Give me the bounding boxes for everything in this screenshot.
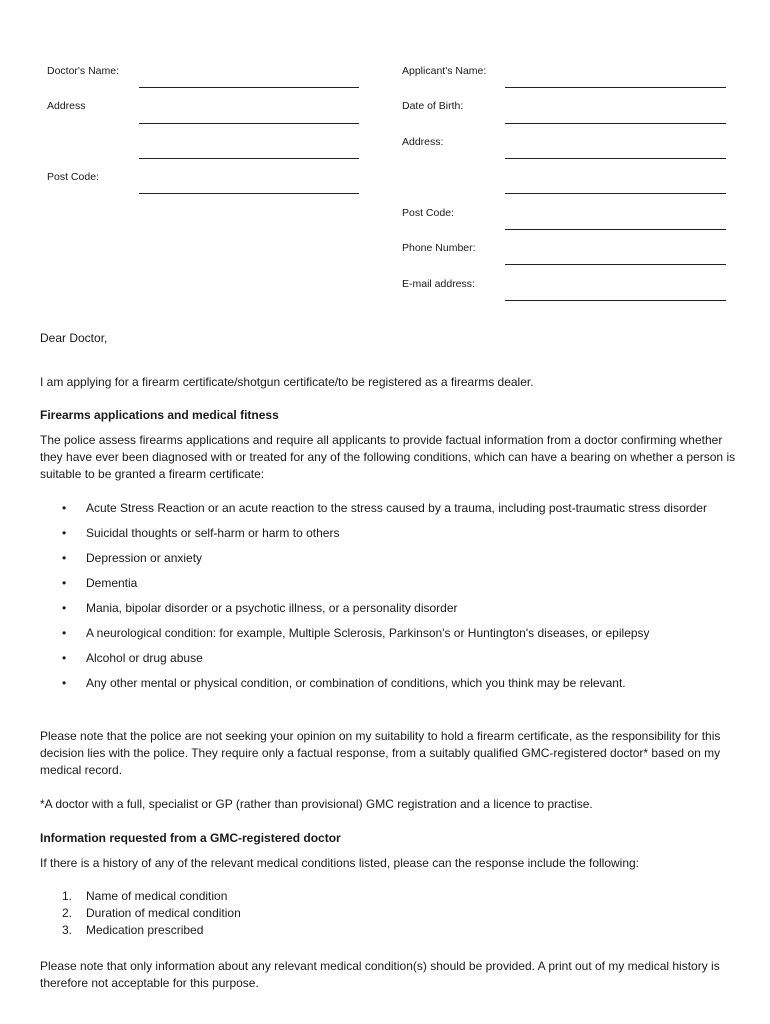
doctor-address-field-2[interactable] bbox=[139, 158, 359, 159]
applicant-dob-field[interactable] bbox=[505, 123, 726, 124]
doctor-name-field[interactable] bbox=[139, 87, 359, 88]
section-heading-medical-fitness: Firearms applications and medical fitness bbox=[40, 408, 279, 422]
bullet-icon: • bbox=[62, 676, 67, 690]
applicant-address-field-2[interactable] bbox=[505, 193, 726, 194]
applicant-name-field[interactable] bbox=[505, 87, 726, 88]
conditions-list bbox=[40, 500, 740, 700]
information-requested-paragraph: If there is a history of any of the relevant medical conditions listed, please can the response include the following: bbox=[40, 856, 640, 870]
bullet-icon: • bbox=[62, 576, 67, 590]
applicant-address-field-1[interactable] bbox=[505, 158, 726, 159]
applicant-postcode-label: Post Code: bbox=[402, 207, 454, 219]
bullet-icon: • bbox=[62, 626, 67, 640]
applicant-email-label: E-mail address: bbox=[402, 278, 475, 290]
list-item: • Dementia bbox=[62, 576, 138, 590]
list-item: • Mania, bipolar disorder or a psychotic illness, or a personality disorder bbox=[62, 601, 458, 615]
bullet-icon: • bbox=[62, 501, 67, 515]
footnote: *A doctor with a full, specialist or GP (rather than provisional) GMC registration and a licence to practise. bbox=[40, 797, 593, 811]
applicant-email-field[interactable] bbox=[505, 300, 726, 301]
list-item: • Alcohol or drug abuse bbox=[62, 651, 203, 665]
list-item: • A neurological condition: for example, Multiple Sclerosis, Parkinson's or Huntington's diseases, or epilepsy bbox=[62, 626, 650, 640]
applicant-phone-label: Phone Number: bbox=[402, 242, 476, 254]
applicant-phone-field[interactable] bbox=[505, 264, 726, 265]
doctor-address-label: Address bbox=[47, 100, 86, 112]
section-heading-information-requested: Information requested from a GMC-registered doctor bbox=[40, 831, 341, 845]
doctor-name-label: Doctor's Name: bbox=[47, 65, 120, 77]
list-item: • Any other mental or physical condition, or combination of conditions, which you think may be relevant. bbox=[62, 676, 626, 690]
doctor-postcode-field[interactable] bbox=[139, 193, 359, 194]
list-item: • Suicidal thoughts or self-harm or harm to others bbox=[62, 526, 340, 540]
intro-paragraph: I am applying for a firearm certificate/shotgun certificate/to be registered as a firearms dealer. bbox=[40, 375, 534, 389]
doctor-address-field-1[interactable] bbox=[139, 123, 359, 124]
bullet-icon: • bbox=[62, 526, 67, 540]
doctor-postcode-label: Post Code: bbox=[47, 171, 99, 183]
bullet-icon: • bbox=[62, 551, 67, 565]
list-item: 2. Duration of medical condition bbox=[62, 906, 241, 920]
requests-list bbox=[40, 888, 740, 939]
note-paragraph: Please note that the police are not seeking your opinion on my suitability to hold a firearm certificate, as the responsibility for this decision lies with the police. They require only a factual response, from a suitably qualified GMC-registered doctor* based on my medical record. bbox=[40, 729, 721, 777]
list-item: • Depression or anxiety bbox=[62, 551, 203, 565]
applicant-address-label: Address: bbox=[402, 136, 444, 148]
medical-fitness-paragraph: The police assess firearms applications and require all applicants to provide factual information from a doctor confirming whether they have ever been diagnosed with or treated for any of the following conditions, which can have a bearing on whether a person is suitable to be granted a firearm certificate: bbox=[40, 433, 736, 481]
applicant-postcode-field[interactable] bbox=[505, 229, 726, 230]
bullet-icon: • bbox=[62, 651, 67, 665]
salutation: Dear Doctor, bbox=[40, 331, 108, 345]
list-item: 3. Medication prescribed bbox=[62, 923, 204, 937]
final-paragraph: Please note that only information about any relevant medical condition(s) should be provided. A print out of my medical history is therefore not acceptable for this purpose. bbox=[40, 959, 720, 990]
list-item: 1. Name of medical condition bbox=[62, 889, 228, 903]
bullet-icon: • bbox=[62, 601, 67, 615]
applicant-name-label: Applicant's Name: bbox=[402, 65, 487, 77]
applicant-dob-label: Date of Birth: bbox=[402, 100, 464, 112]
list-item: • Acute Stress Reaction or an acute reaction to the stress caused by a trauma, including post-traumatic stress disorder bbox=[62, 501, 707, 515]
